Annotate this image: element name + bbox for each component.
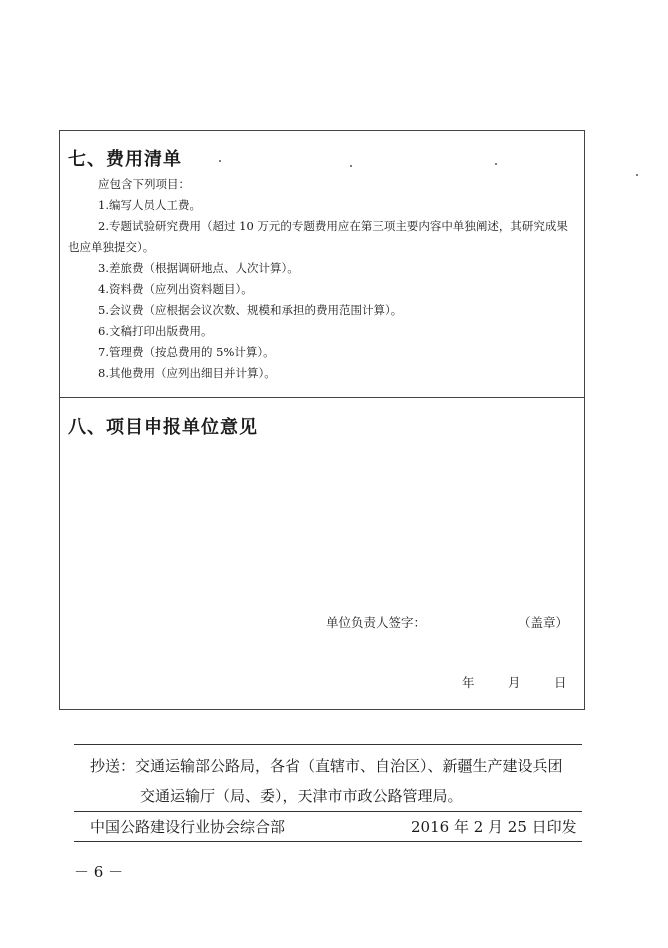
fee-item: 7.管理费（按总费用的 5%计算）。 [98, 345, 275, 359]
cc-line-1: 抄送：交通运输部公路局，各省（直辖市、自治区）、新疆生产建设兵团 [90, 757, 563, 775]
scan-speck [219, 160, 221, 162]
fee-item: 2.专题试验研究费用（超过 10 万元的专题费用应在第三项主要内容中单独阐述，其研究成果 [98, 219, 568, 233]
section-divider [60, 397, 584, 398]
date-day-label: 日 [554, 675, 567, 690]
fee-item: 3.差旅费（根据调研地点、人次计算）。 [98, 261, 299, 275]
seal-label: （盖章） [518, 615, 569, 630]
fee-item: 6.文稿打印出版费用。 [98, 324, 213, 338]
issue-date: 2016 年 2 月 25 日印发 [411, 818, 577, 836]
scan-speck [495, 163, 497, 165]
fee-item: 8.其他费用（应列出细目并计算）。 [98, 366, 276, 380]
issuer: 中国公路建设行业协会综合部 [90, 818, 286, 836]
scan-speck [350, 165, 352, 167]
date-year-label: 年 [462, 675, 475, 690]
fee-item: 5.会议费（应根据会议次数、规模和承担的费用范围计算）。 [98, 303, 403, 317]
signature-label: 单位负责人签字： [326, 615, 427, 630]
cc-line-2: 交通运输厅（局、委），天津市市政公路管理局。 [140, 787, 463, 805]
section-7-intro: 应包含下列项目： [98, 177, 190, 191]
form-table [59, 130, 585, 710]
fee-item: 1.编写人员人工费。 [98, 198, 201, 212]
footer-top-rule [74, 744, 582, 745]
scan-speck [636, 174, 638, 176]
section-7-title: 七、费用清单 [68, 149, 182, 170]
date-month-label: 月 [508, 675, 521, 690]
fee-item-continuation: 也应单独提交）。 [68, 240, 155, 254]
fee-item: 4.资料费（应列出资料题目）。 [98, 282, 253, 296]
page-number: － 6 － [74, 863, 124, 881]
footer-middle-rule [74, 811, 582, 812]
footer-bottom-rule [74, 841, 582, 842]
section-8-title: 八、项目申报单位意见 [68, 417, 258, 438]
